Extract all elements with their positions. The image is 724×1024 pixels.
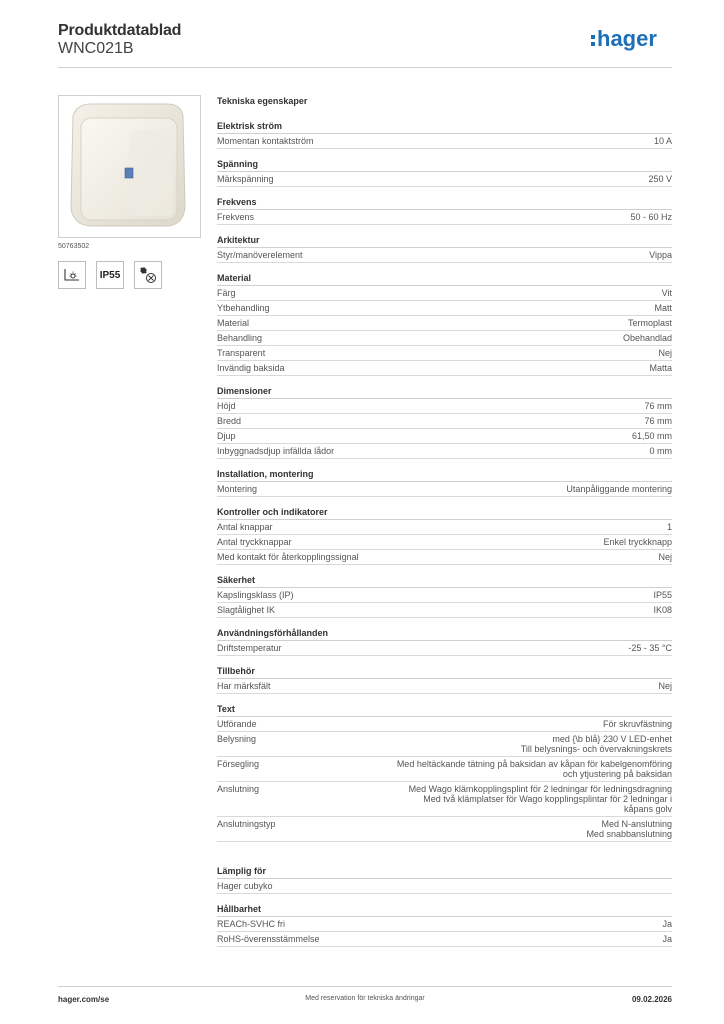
spec-label: Transparent [217, 348, 266, 358]
spec-label: Märkspänning [217, 174, 274, 184]
spec-value: Matta [649, 363, 672, 373]
spec-row [217, 482, 672, 497]
technical-specifications [217, 95, 672, 947]
spec-row [217, 248, 672, 263]
spec-label: Har märksfält [217, 681, 271, 691]
spec-row [217, 782, 672, 817]
spec-row [217, 286, 672, 301]
spec-section [217, 573, 672, 618]
spec-row [217, 331, 672, 346]
spec-label: REACh-SVHC fri [217, 919, 286, 929]
spec-label: Momentan kontaktström [217, 136, 314, 146]
spec-label: Inbyggnadsdjup infällda lådor [217, 446, 335, 456]
spec-label: Driftstemperatur [217, 643, 282, 653]
spec-value: Nej [658, 552, 672, 562]
spec-section [217, 864, 672, 894]
ip-rating-label: IP55 [99, 269, 121, 281]
spec-section-title: Spänning [217, 157, 672, 172]
spec-row [217, 757, 672, 782]
spec-row [217, 917, 672, 932]
spec-label: Försegling [217, 759, 260, 769]
spec-label: Anslutningstyp [217, 819, 276, 829]
page-header [58, 22, 672, 68]
spec-row [217, 316, 672, 331]
spec-value: 0 mm [649, 446, 672, 456]
feature-icons [58, 261, 162, 289]
spec-row [217, 444, 672, 459]
spec-label: Bredd [217, 416, 242, 426]
spec-section [217, 626, 672, 656]
spec-row [217, 520, 672, 535]
spec-row [217, 717, 672, 732]
spec-label: Slagtålighet IK [217, 605, 276, 615]
spec-section-title: Arkitektur [217, 233, 672, 248]
spec-value: Ja [662, 919, 672, 929]
article-number: 50763502 [58, 243, 90, 250]
spec-value: För skruvfästning [602, 719, 672, 729]
spec-value: med {\b blå} 230 V LED-enhet Till belysnings- och övervakningskrets [520, 734, 672, 754]
spec-label: Djup [217, 431, 236, 441]
spec-row [217, 301, 672, 316]
document-title: Produktdatablad [58, 22, 182, 39]
spec-label: Antal tryckknappar [217, 537, 292, 547]
spec-value: Med Wago klämkopplingsplint för 2 ledningar för ledningsdragning Med två klämplatser för Wago kopplingsplintar för 2 ledningar i kåpans golv [408, 784, 672, 814]
spec-section [217, 271, 672, 376]
product-image [58, 95, 201, 238]
spec-section [217, 505, 672, 565]
spec-row [217, 172, 672, 187]
spec-label: Färg [217, 288, 236, 298]
spec-section [217, 157, 672, 187]
spec-value: -25 - 35 °C [628, 643, 672, 653]
spec-label: Behandling [217, 333, 263, 343]
specs-title: Tekniska egenskaper [217, 96, 308, 106]
spec-value: Nej [658, 681, 672, 691]
spec-label: Ytbehandling [217, 303, 270, 313]
spec-section-title: Frekvens [217, 195, 672, 210]
spec-value: Termoplast [627, 318, 672, 328]
spec-value: 50 - 60 Hz [630, 212, 672, 222]
spec-section [217, 664, 672, 694]
hager-logo [590, 26, 672, 52]
spec-label: Invändig baksida [217, 363, 285, 373]
light-indicator-icon [58, 261, 86, 289]
spec-section [217, 195, 672, 225]
spec-row [217, 817, 672, 842]
spec-label: Anslutning [217, 784, 260, 794]
header-divider [58, 67, 672, 68]
cable-connection-icon [134, 261, 162, 289]
spec-label: Material [217, 318, 250, 328]
spec-value: 76 mm [644, 416, 672, 426]
spec-section-title: Elektrisk ström [217, 119, 672, 134]
spec-row [217, 361, 672, 376]
spec-row [217, 550, 672, 565]
spec-row [217, 588, 672, 603]
spec-row [217, 932, 672, 947]
footer-disclaimer: Med reservation för tekniska ändringar [305, 995, 425, 1002]
spec-value: 10 A [653, 136, 672, 146]
spec-section [217, 467, 672, 497]
spec-value: Enkel tryckknapp [603, 537, 672, 547]
spec-section [217, 702, 672, 842]
spec-section-title: Kontroller och indikatorer [217, 505, 672, 520]
spec-value: Nej [658, 348, 672, 358]
spec-row [217, 399, 672, 414]
footer-website: hager.com/se [58, 995, 110, 1004]
spec-label: Styr/manöverelement [217, 250, 303, 260]
spec-row [217, 429, 672, 444]
spec-label: Antal knappar [217, 522, 273, 532]
spec-value: Matt [654, 303, 672, 313]
spec-label: Montering [217, 484, 258, 494]
spec-section-title: Lämplig för [217, 864, 672, 879]
spec-section [217, 119, 672, 149]
spec-section-title: Hållbarhet [217, 902, 672, 917]
spec-value: IP55 [653, 590, 672, 600]
spec-value: 250 V [648, 174, 672, 184]
spec-value: Ja [662, 934, 672, 944]
spec-row [217, 641, 672, 656]
spec-label: Utförande [217, 719, 257, 729]
spec-row [217, 414, 672, 429]
spec-section-title: Tillbehör [217, 664, 672, 679]
footer-date: 09.02.2026 [631, 995, 672, 1004]
spec-section [217, 902, 672, 947]
spec-label: Med kontakt för återkopplingssignal [217, 552, 359, 562]
spec-value: Utanpåliggande montering [566, 484, 672, 494]
spec-label: Kapslingsklass (IP) [217, 590, 294, 600]
footer-divider [58, 986, 672, 987]
spec-row [217, 210, 672, 225]
spec-section [217, 233, 672, 263]
spec-value: Med heltäckande tätning på baksidan av kåpan för kabelgenomföring och ytjustering på baksidan [396, 759, 672, 779]
spec-label: Höjd [217, 401, 236, 411]
spec-label: Belysning [217, 734, 257, 744]
spec-section-title: Material [217, 271, 672, 286]
svg-text:hager: hager [597, 26, 657, 51]
spec-row [217, 134, 672, 149]
spec-value: IK08 [653, 605, 672, 615]
spec-value: Med N-anslutning Med snabbanslutning [586, 819, 672, 839]
spec-label: Hager cubyko [217, 881, 273, 891]
spec-value: 61,50 mm [631, 431, 672, 441]
page-footer [58, 995, 672, 1009]
spec-row [217, 879, 672, 894]
spec-value: Obehandlad [622, 333, 672, 343]
spec-label: Frekvens [217, 212, 255, 222]
spec-label: RoHS-överensstämmelse [217, 934, 320, 944]
spec-row [217, 535, 672, 550]
spec-section-title: Säkerhet [217, 573, 672, 588]
spec-row [217, 679, 672, 694]
spec-row [217, 603, 672, 618]
spec-section-title: Installation, montering [217, 467, 672, 482]
spec-section [217, 384, 672, 459]
spec-value: 1 [666, 522, 672, 532]
spec-section-title: Dimensioner [217, 384, 672, 399]
spec-row [217, 732, 672, 757]
spec-section-title: Användningsförhållanden [217, 626, 672, 641]
product-code: WNC021B [58, 40, 134, 57]
spec-section-title: Text [217, 702, 672, 717]
spec-value: Vit [661, 288, 672, 298]
spec-row [217, 346, 672, 361]
spec-value: Vippa [649, 250, 672, 260]
spec-value: 76 mm [644, 401, 672, 411]
ip55-badge [96, 261, 124, 289]
